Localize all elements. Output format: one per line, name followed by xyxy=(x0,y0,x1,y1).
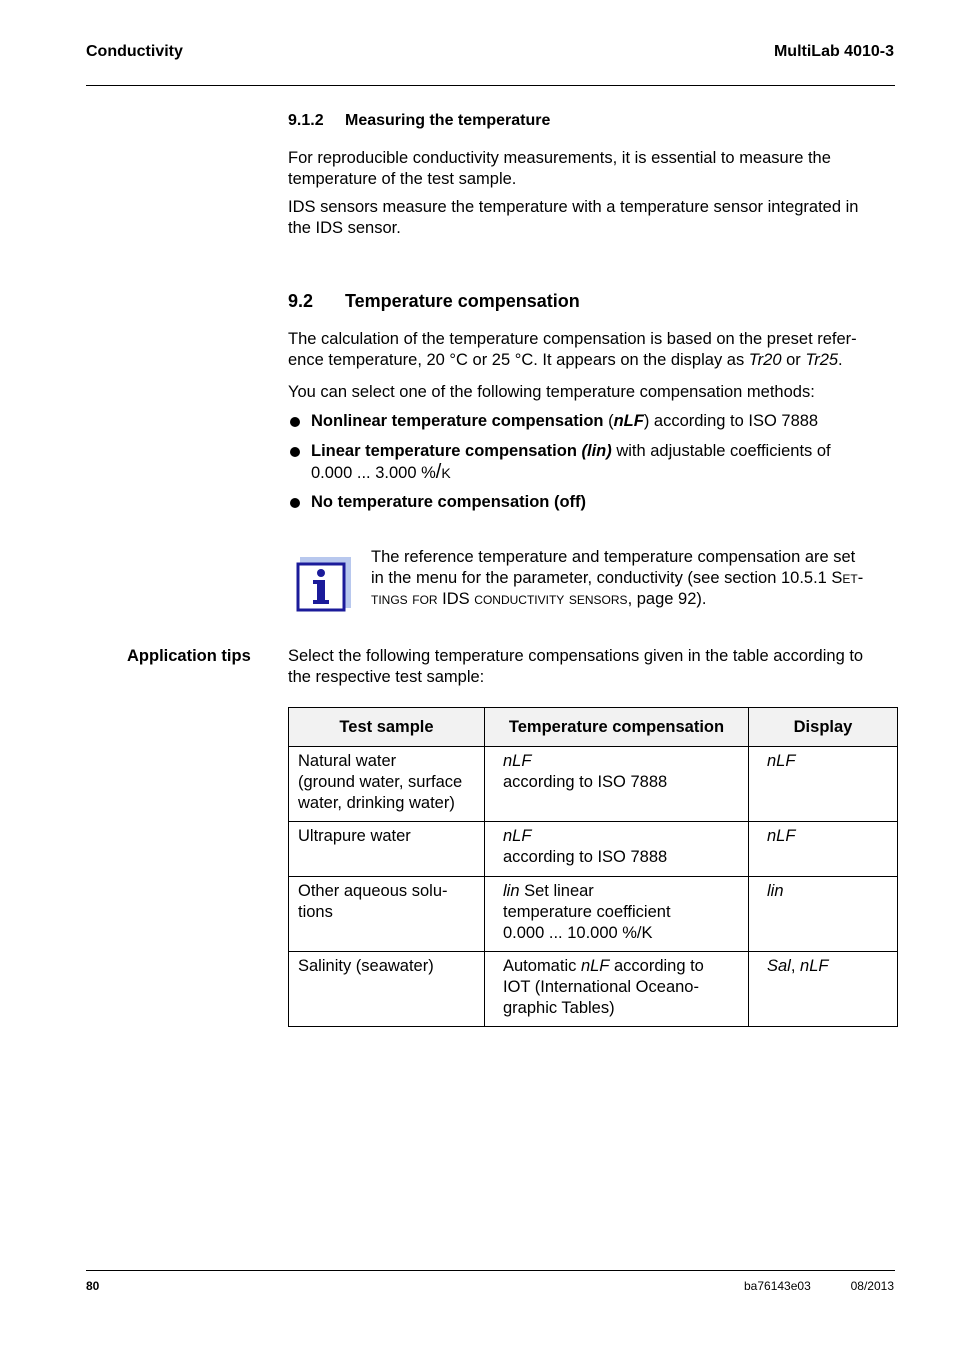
section-title-9-2: Temperature compensation xyxy=(345,291,580,311)
list-item-nonlinear: Nonlinear temperature compensation (nLF) according to ISO 7888 xyxy=(288,411,898,432)
document-date: 08/2013 xyxy=(850,1279,894,1293)
list-item-linear: Linear temperature compensation (lin) with adjustable coefficients of 0.000 ... 3.000 %/K xyxy=(288,441,898,483)
column-header-temperature-compensation: Temperature compensation xyxy=(485,708,749,747)
section-number-9-2: 9.2 xyxy=(288,291,314,311)
cell-compensation: Automatic nLF according to IOT (International Oceano- graphic Tables) xyxy=(485,952,749,1027)
info-icon xyxy=(296,557,351,612)
page-number: 80 xyxy=(86,1279,100,1293)
cell-compensation: lin Set linear temperature coefficient 0.000 ... 10.000 %/K xyxy=(485,877,749,952)
compensation-table xyxy=(288,707,898,1027)
cell-display: nLF xyxy=(749,822,898,877)
column-header-display: Display xyxy=(749,708,898,747)
table-row xyxy=(289,747,898,822)
cell-test-sample: Salinity (seawater) xyxy=(289,952,485,1027)
running-header-left: Conductivity xyxy=(86,43,183,60)
cell-display: lin xyxy=(749,877,898,952)
table-row xyxy=(289,822,898,877)
paragraph-application-tips: Select the following temperature compensations given in the table according to the respective test sample: xyxy=(288,647,864,686)
bullet-icon xyxy=(290,498,300,508)
cell-display: nLF xyxy=(749,747,898,822)
section-title-9-1-2: Measuring the temperature xyxy=(345,112,551,129)
cell-compensation: nLF according to ISO 7888 xyxy=(485,822,749,877)
table-header-row xyxy=(289,708,898,747)
margin-label-application-tips: Application tips xyxy=(127,647,251,665)
header-rule xyxy=(86,85,895,86)
paragraph-calculation: The calculation of the temperature compensation is based on the preset refer- ence temperature, 20 °C or 25 °C. It appears on the display as Tr20 or Tr25. xyxy=(288,330,857,369)
footer-rule xyxy=(86,1270,895,1271)
cell-test-sample: Other aqueous solu- tions xyxy=(289,877,485,952)
running-header-right: MultiLab 4010-3 xyxy=(773,43,894,60)
cell-compensation: nLF according to ISO 7888 xyxy=(485,747,749,822)
cell-test-sample: Natural water (ground water, surface water, drinking water) xyxy=(289,747,485,822)
column-header-test-sample: Test sample xyxy=(289,708,485,747)
cell-display: Sal, nLF xyxy=(749,952,898,1027)
paragraph-select-methods: You can select one of the following temperature compensation methods: xyxy=(288,383,815,401)
bullet-icon xyxy=(290,417,300,427)
paragraph-ids-sensors: IDS sensors measure the temperature with a temperature sensor integrated in the IDS sensor. xyxy=(288,198,859,237)
section-number-9-1-2: 9.1.2 xyxy=(288,112,324,129)
document-id: ba76143e03 xyxy=(744,1279,811,1293)
table-row xyxy=(289,877,898,952)
paragraph-reproducible: For reproducible conductivity measurements, it is essential to measure the temperature of the test sample. xyxy=(288,149,831,188)
list-item-none: No temperature compensation (off) xyxy=(288,492,898,513)
cell-test-sample: Ultrapure water xyxy=(289,822,485,877)
info-note-text: The reference temperature and temperature compensation are set in the menu for the parameter, conductivity (see section 10.5.1 Set- tings for IDS conductivity sensors, page 92). xyxy=(371,548,864,608)
bullet-icon xyxy=(290,447,300,457)
table-row xyxy=(289,952,898,1027)
